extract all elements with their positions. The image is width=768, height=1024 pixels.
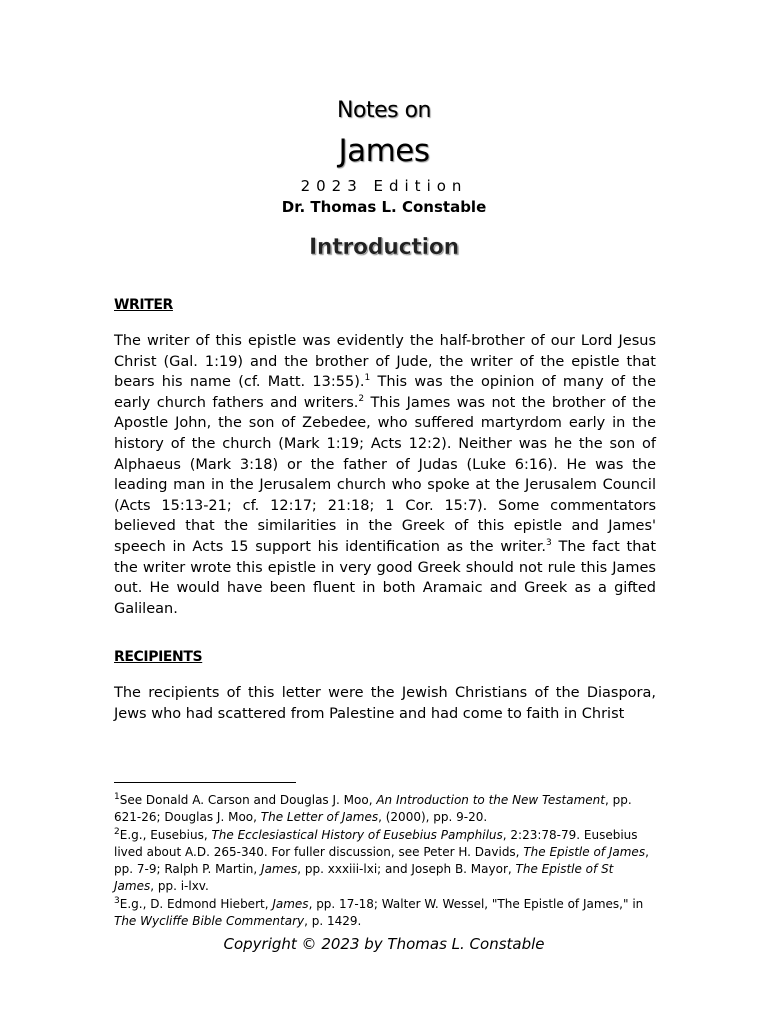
footnote-title: The Epistle of St James [114, 862, 614, 894]
footnote-text: , pp. xxxiii-lxi; and Joseph B. Mayor, [297, 862, 516, 877]
footnote-3 [114, 896, 656, 931]
section-title: Introduction [308, 235, 459, 260]
footnote-title: James [261, 862, 298, 877]
footnote-number: 1 [114, 792, 120, 802]
footnote-title: An Introduction to the New Testament [376, 793, 605, 807]
edition-label: 2023 Edition [300, 177, 468, 195]
footnote-number: 3 [114, 895, 120, 906]
writer-text-3: This James was not the brother of the Apostle John, the son of Zebedee, who suffered martyrdom early in the history of the church (Mark 1:19; Acts 12:2). Neither was he the son of Alphaeus (Mark 3:18) or the father of Judas (Luke 6:16). He was the leading man in the Jerusalem church who spoke at the Jerusalem Council (Acts 15:13-21; cf. 12:17; 21:18; 1 Cor. 15:7). Some commentators believed that the similarities in the Greek of this epistle and James' speech in Acts 15 support his identification as the writer. [114, 394, 656, 555]
footnote-divider [114, 782, 296, 783]
footnote-text: , (2000), pp. 9-20. [378, 810, 488, 825]
writer-paragraph [114, 331, 656, 619]
footnote-2 [114, 827, 656, 896]
notes-on-label: Notes on [337, 98, 431, 123]
copyright-notice: Copyright © 2023 by Thomas L. Constable [223, 935, 545, 953]
footnote-text: , pp. i-lxv. [150, 879, 209, 894]
footnote-text: See Donald A. Carson and Douglas J. Moo, [119, 793, 377, 807]
writer-text-1: The writer of this epistle was evidently the half-brother of our Lord Jesus Christ (Gal. 1:19) and the brother of Jude, the writer of the epistle that bears his name (cf. Matt. 13:55). [114, 333, 656, 391]
footnote-ref-1[interactable]: 1 [364, 373, 371, 384]
footnote-text: , p. 1429. [304, 914, 362, 929]
footnote-title: The Epistle of James [523, 844, 646, 859]
recipients-heading: RECIPIENTS [114, 649, 203, 665]
book-title: James [338, 133, 430, 169]
footnote-title: The Letter of James [260, 810, 379, 825]
footnote-1 [114, 792, 656, 827]
footnote-ref-3[interactable]: 3 [546, 538, 552, 549]
footnote-text: E.g., D. Edmond Hiebert, [119, 896, 273, 911]
footnote-title: James [272, 896, 309, 911]
footnote-text: E.g., Eusebius, [119, 827, 212, 842]
footnote-number: 2 [114, 826, 120, 837]
footnote-title: The Ecclesiastical History of Eusebius Pamphilus [211, 827, 503, 842]
footnote-title: The Wycliffe Bible Commentary [114, 914, 305, 929]
writer-text-2: This was the opinion of many of the early church fathers and writers. [114, 374, 656, 411]
recipients-paragraph: The recipients of this letter were the Jewish Christians of the Diaspora, Jews who had scattered from Palestine and had come to faith in Christ [114, 685, 656, 722]
footnotes [114, 792, 656, 930]
footnote-text: , 2:23:78-79. Eusebius lived about A.D. 265-340. For fuller discussion, see Peter H. Davids, [114, 827, 638, 859]
writer-text-4: The fact that the writer wrote this epistle in very good Greek should not rule this James out. He would have been fluent in both Aramaic and Greek as a gifted Galilean. [114, 538, 656, 617]
footnote-ref-2[interactable]: 2 [358, 393, 365, 404]
footnote-text: , pp. 7-9; Ralph P. Martin, [114, 844, 649, 877]
writer-heading: WRITER [114, 297, 173, 313]
footnote-text: , pp. 17-18; Walter W. Wessel, "The Epistle of James," in [308, 896, 644, 911]
footnote-text: , pp. 621-26; Douglas J. Moo, [114, 793, 632, 825]
author-name: Dr. Thomas L. Constable [281, 198, 487, 216]
